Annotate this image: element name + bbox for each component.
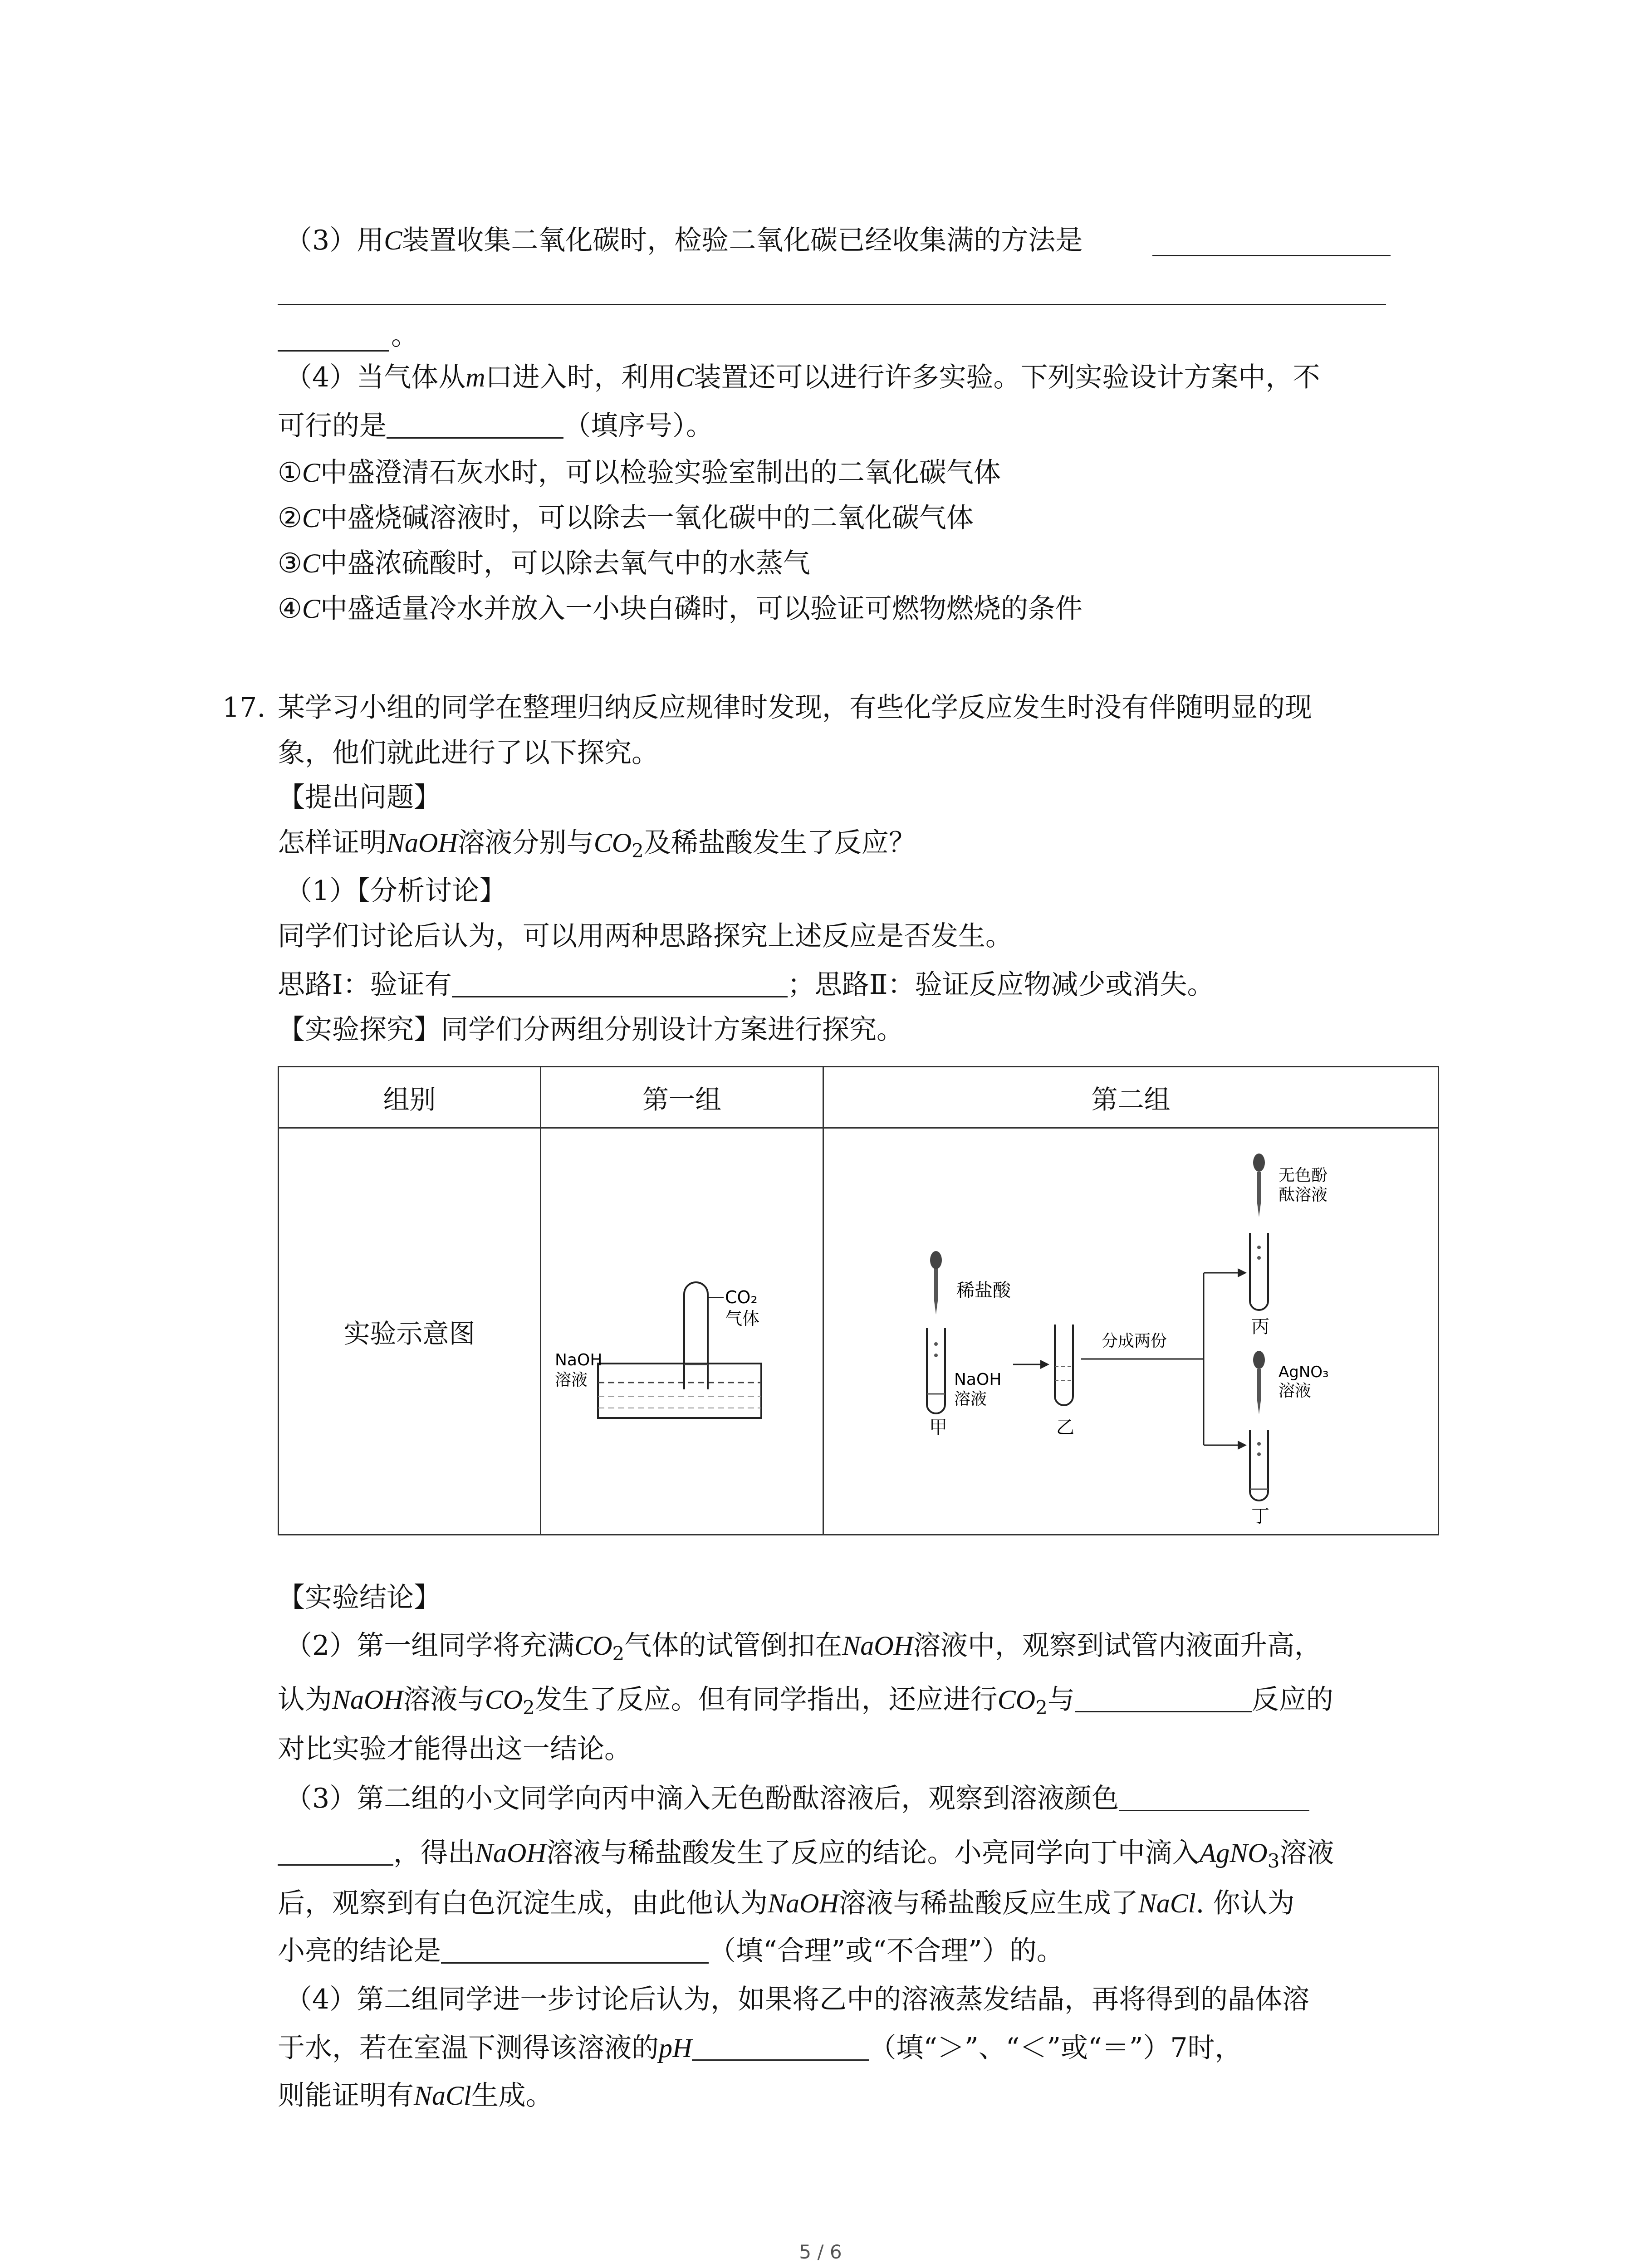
label-bing: 丙	[1251, 1316, 1269, 1337]
answer-blank[interactable]	[1152, 255, 1391, 256]
text: （4）第二组同学进一步讨论后认为，如果将乙中的溶液蒸发结晶，再将得到的晶体溶	[285, 1984, 1310, 2015]
answer-blank[interactable]	[278, 1839, 393, 1866]
text: （填“合理”或“不合理”）的。	[709, 1935, 1064, 1967]
q16-part4-line1	[285, 364, 1320, 391]
text: 反应的	[1251, 1684, 1333, 1716]
text: 可行的是	[278, 410, 387, 442]
answer-blank[interactable]	[278, 304, 1386, 305]
gas-label: CO₂	[725, 1287, 758, 1307]
label-ding: 丁	[1251, 1506, 1269, 1527]
var-c: C	[302, 548, 320, 578]
table-header-group2: 第二组	[823, 1067, 1439, 1128]
text: 中盛澄清石灰水时，可以检验实验室制出的二氧化碳气体	[320, 457, 1001, 489]
text: 怎样证明	[278, 827, 387, 859]
subscript: 2	[523, 1696, 535, 1719]
text: 。	[391, 320, 418, 352]
p2-line3	[278, 1735, 632, 1763]
part1-text	[278, 920, 1013, 952]
formula-agno3: AgNO	[1199, 1838, 1268, 1868]
label-jia: 甲	[929, 1417, 947, 1438]
q16-part4-line2	[278, 412, 713, 440]
text: 于水，若在室温下测得该溶液的	[278, 2032, 659, 2064]
q16-option-3	[278, 547, 810, 579]
q16-part3-line1	[285, 227, 1083, 254]
answer-blank[interactable]	[441, 1937, 709, 1964]
formula-nacl: NaCl	[414, 2081, 471, 2111]
formula-naoh: NaOH	[475, 1838, 546, 1868]
text: （4）当气体从	[285, 362, 466, 393]
p4-line3	[278, 2080, 553, 2112]
ph-symbol: pH	[659, 2033, 692, 2063]
page-number: 5 / 6	[799, 2241, 842, 2263]
agno3-label-2: 溶液	[1278, 1382, 1311, 1400]
q16-part3-end	[391, 320, 418, 352]
formula-nacl: NaCl	[1138, 1888, 1196, 1918]
answer-blank[interactable]	[1075, 1686, 1252, 1712]
p4-line1	[285, 1986, 1309, 2013]
row-label: 实验示意图	[279, 1128, 541, 1535]
var-c: C	[302, 503, 320, 533]
text: 装置收集二氧化碳时，检验二氧化碳已经收集满的方法是	[402, 225, 1083, 256]
var-c: C	[302, 458, 320, 488]
text: （填序号）。	[563, 410, 713, 442]
figure-group1	[546, 1129, 818, 1528]
naoh-label-2: 溶液	[954, 1390, 987, 1408]
text: 则能证明有	[278, 2080, 414, 2112]
q16-option-1	[278, 457, 1001, 489]
part1-heading	[285, 875, 507, 907]
explore-line	[278, 1014, 904, 1046]
table-header-group1: 第一组	[541, 1067, 823, 1128]
text: 溶液中，观察到试管内液面升高，	[913, 1630, 1322, 1662]
text: 气体的试管倒扣在	[624, 1630, 843, 1662]
text: 后，观察到有白色沉淀生成，由此他认为	[278, 1887, 768, 1919]
text: 口进入时，利用	[485, 362, 676, 393]
text: ；思路Ⅱ：验证反应物减少或消失。	[787, 969, 1215, 1001]
test-tube-icon	[1250, 1233, 1268, 1310]
answer-blank[interactable]	[452, 971, 788, 997]
text: （1）【分析讨论】	[285, 875, 507, 907]
text: 溶液	[1279, 1837, 1334, 1869]
p4-line2	[278, 2034, 1242, 2062]
text: 中盛浓硫酸时，可以除去氧气中的水蒸气	[320, 547, 810, 579]
conclusion-heading	[278, 1584, 441, 1611]
phenolphthalein-label: 无色酚	[1278, 1166, 1327, 1185]
text: （3）第二组的小文同学向丙中滴入无色酚酞溶液后，观察到溶液颜色	[285, 1783, 1119, 1814]
problem-text	[278, 829, 916, 860]
question-number: 17.	[222, 692, 266, 723]
subscript: 2	[632, 840, 644, 862]
formula-co2: CO	[593, 828, 632, 858]
p2-line1	[285, 1632, 1322, 1663]
q16-option-2	[278, 504, 974, 532]
p3-line2	[278, 1839, 1334, 1871]
text: ①	[278, 457, 302, 489]
subscript: 2	[612, 1642, 625, 1665]
text: 【实验探究】同学们分两组分别设计方案进行探究。	[278, 1014, 904, 1046]
gas-label-2: 气体	[725, 1309, 760, 1329]
var-m: m	[465, 362, 485, 392]
agno3-label: AgNO₃	[1278, 1363, 1329, 1381]
test-tube-icon	[927, 1328, 945, 1413]
text: 【提出问题】	[278, 782, 441, 813]
acid-label: 稀盐酸	[956, 1280, 1011, 1301]
figure-group2-cell	[823, 1128, 1439, 1535]
text: （3）用	[285, 225, 384, 256]
text: ，得出	[393, 1837, 475, 1869]
text: 发生了反应。但有同学指出，还应进行	[534, 1684, 998, 1716]
text: 对比实验才能得出这一结论。	[278, 1733, 632, 1765]
text: 认为	[278, 1684, 332, 1716]
problem-heading	[278, 784, 441, 811]
formula-naoh: NaOH	[332, 1685, 403, 1715]
dropper-bulb-icon	[930, 1251, 942, 1269]
formula-naoh: NaOH	[842, 1631, 913, 1661]
subscript: 2	[1035, 1696, 1048, 1719]
p2-line2	[278, 1686, 1333, 1717]
text: 同学们讨论后认为，可以用两种思路探究上述反应是否发生。	[278, 920, 1013, 952]
label-yi: 乙	[1056, 1417, 1074, 1438]
text: 生成。	[471, 2080, 553, 2112]
text: 象，他们就此进行了以下探究。	[278, 737, 659, 769]
test-tube-icon	[1055, 1325, 1073, 1405]
text: . 你认为	[1195, 1887, 1295, 1919]
text: 溶液与稀盐酸反应生成了	[838, 1887, 1138, 1919]
idea-line	[278, 969, 1215, 1001]
text: 及稀盐酸发生了反应？	[643, 827, 916, 859]
var-c: C	[384, 225, 402, 255]
figure-group2	[827, 1129, 1435, 1528]
var-c: C	[676, 362, 694, 392]
text: 溶液与稀盐酸发生了反应的结论。小亮同学向丁中滴入	[546, 1837, 1200, 1869]
text: ③	[278, 547, 302, 579]
formula-co2: CO	[997, 1685, 1036, 1715]
table-header-group: 组别	[279, 1067, 541, 1128]
var-c: C	[302, 594, 320, 624]
text: 某学习小组的同学在整理归纳反应规律时发现，有些化学反应发生时没有伴随明显的现	[278, 692, 1312, 723]
test-tube-icon	[1250, 1430, 1268, 1501]
q17-number	[222, 694, 265, 721]
text: 思路Ⅰ：验证有	[278, 969, 452, 1001]
answer-blank[interactable]	[1119, 1784, 1309, 1811]
q16-option-4	[278, 593, 1083, 625]
answer-blank[interactable]	[387, 412, 563, 439]
subscript: 3	[1267, 1850, 1280, 1872]
figure-group1-cell	[541, 1128, 823, 1535]
formula-co2: CO	[574, 1631, 612, 1661]
phenolphthalein-label-2: 酞溶液	[1278, 1186, 1327, 1204]
experiment-table	[278, 1066, 1439, 1535]
answer-blank[interactable]	[692, 2034, 869, 2061]
split-label: 分成两份	[1101, 1332, 1167, 1350]
text: （填“＞”、“＜”或“＝”）7时，	[869, 2032, 1242, 2064]
text: （2）第一组同学将充满	[285, 1630, 575, 1662]
text: 小亮的结论是	[278, 1935, 441, 1967]
formula-naoh: NaOH	[768, 1888, 839, 1918]
text: 装置还可以进行许多实验。下列实验设计方案中，不	[694, 362, 1320, 393]
q17-intro-2	[278, 739, 659, 767]
text: 溶液与	[403, 1684, 485, 1716]
text: 溶液分别与	[457, 827, 594, 859]
q17-intro-1	[278, 694, 1312, 721]
p3-line3	[278, 1887, 1295, 1919]
text: 中盛烧碱溶液时，可以除去一氧化碳中的二氧化碳气体	[320, 502, 974, 534]
p3-line4	[278, 1937, 1064, 1965]
text: 【实验结论】	[278, 1582, 441, 1613]
text: 中盛适量冷水并放入一小块白磷时，可以验证可燃物燃烧的条件	[320, 593, 1083, 625]
solution-label: NaOH	[555, 1351, 603, 1369]
text: ②	[278, 502, 302, 534]
naoh-label: NaOH	[954, 1370, 1001, 1389]
text: 与	[1047, 1684, 1075, 1716]
dropper-bulb-icon	[1253, 1351, 1265, 1369]
p3-line1	[285, 1784, 1309, 1812]
solution-label-2: 溶液	[555, 1371, 588, 1389]
text: ④	[278, 593, 302, 625]
formula-co2: CO	[485, 1685, 523, 1715]
dropper-bulb-icon	[1253, 1154, 1265, 1172]
formula-naoh: NaOH	[387, 828, 458, 858]
answer-blank[interactable]	[278, 350, 389, 352]
